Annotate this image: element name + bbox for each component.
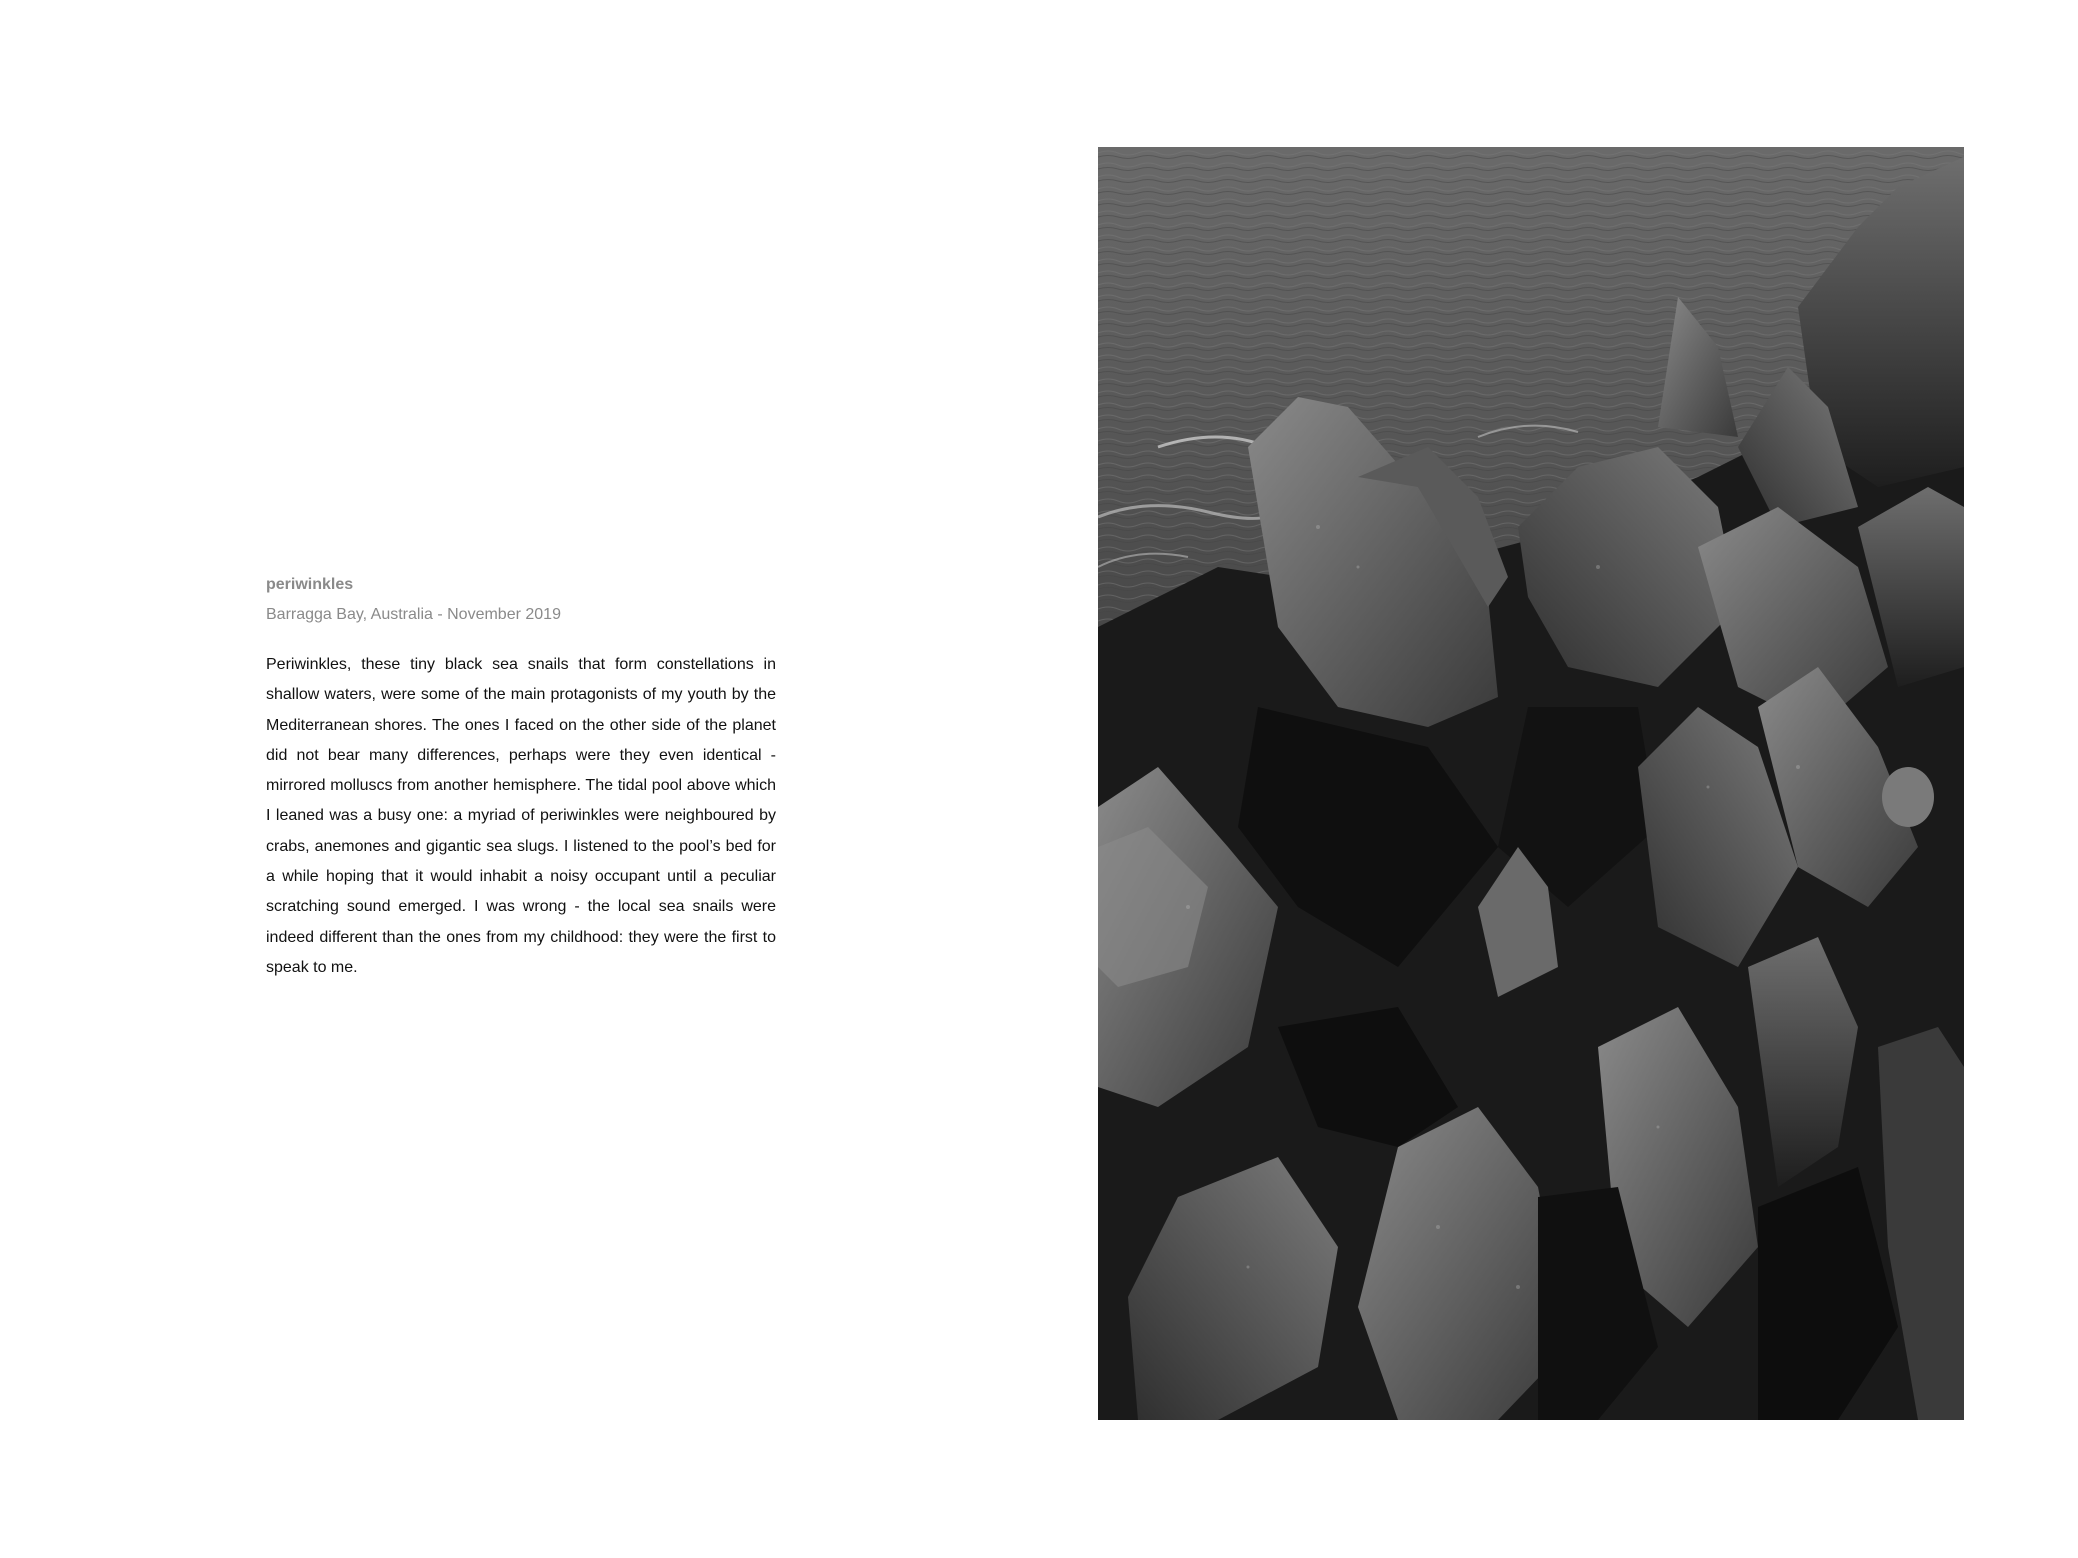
text-block: [266, 573, 776, 983]
photo-location-date: Barragga Bay, Australia - November 2019: [266, 606, 561, 623]
coastal-rocks-image: [1098, 147, 1964, 1420]
photo-title: periwinkles: [266, 576, 354, 593]
coastal-rocks-photo: [1098, 147, 1964, 1420]
photo-description: Periwinkles, these tiny black sea snails that form constellations in shallow waters, were some of the main protagonists of my youth by the Mediterranean shores. The ones I faced on the other side of the planet did not bear many differences, perhaps were they even identical - mirrored molluscs from another hemisphere. The tidal pool above which I leaned was a busy one: a myriad of periwinkles were neighboured by crabs, anemones and gigantic sea slugs. I listened to the pool’s bed for a while hoping that it would inhabit a noisy occupant until a peculiar scratching sound emerged. I was wrong - the local sea snails were indeed different than the ones from my childhood: they were the first to speak to me.: [266, 656, 776, 976]
